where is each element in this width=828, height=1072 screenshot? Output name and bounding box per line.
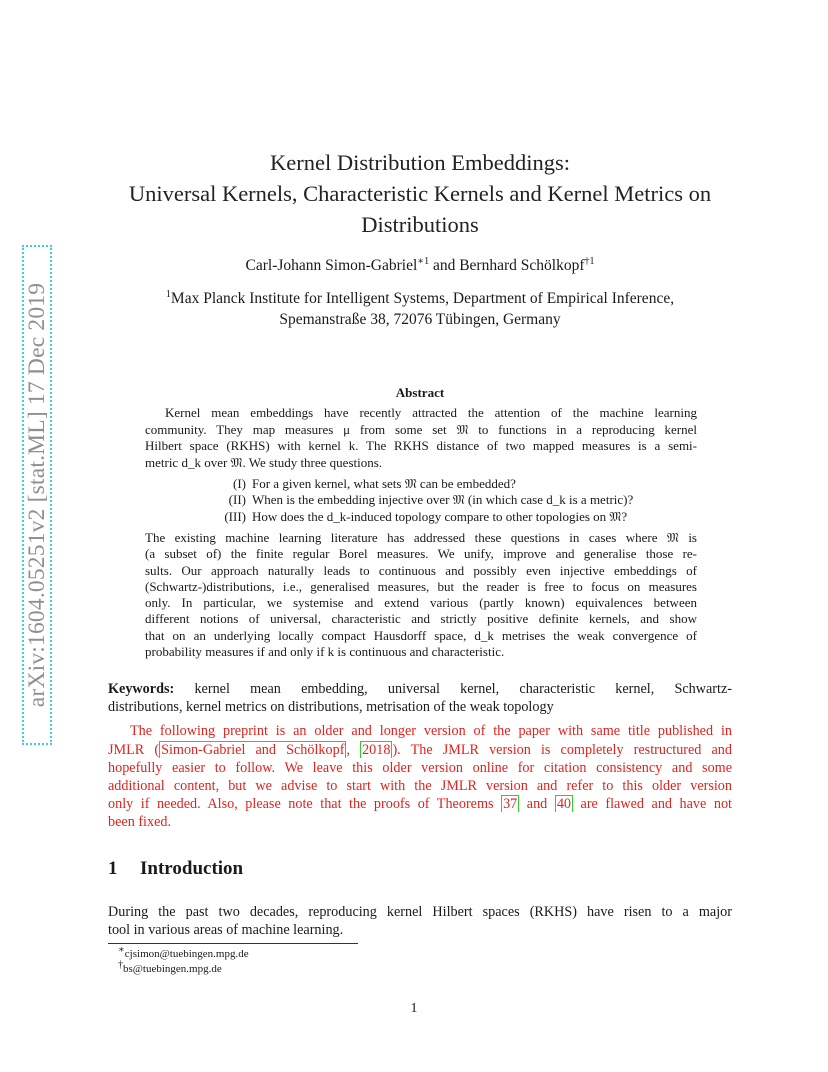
abstract-line: Hilbert space (RKHS) with kernel k. The RKHS distance of two mapped measures is a semi- [145, 438, 697, 453]
abstract-line: The existing machine learning literature has addressed these questions in cases where 𝔐 is [145, 530, 697, 545]
notice-text: JMLR ( [108, 742, 160, 758]
research-question [218, 491, 633, 508]
abstract-line: community. They map measures μ from some set 𝔐 to functions in a reproducing kernel [145, 422, 697, 437]
citation-year-link[interactable]: 2018 [362, 742, 391, 758]
footnote-email[interactable]: bs@tuebingen.mpg.de [123, 963, 222, 975]
author-name: Bernhard Schölkopf [459, 257, 585, 274]
question-text: How does the d_k-induced topology compare to other topologies on 𝔐? [252, 509, 628, 524]
affiliation-line-1 [100, 290, 740, 308]
notice-line: additional content, but we advise to start with the JMLR version and refer to this older version [108, 778, 732, 794]
footnote [118, 944, 249, 960]
author-name: Carl-Johann Simon-Gabriel [245, 257, 418, 274]
title-line-2: Universal Kernels, Characteristic Kernels and Kernel Metrics on [128, 181, 712, 206]
footnote-rule [108, 943, 358, 944]
keywords-text: kernel mean embedding, universal kernel, characteristic kernel, Schwartz- [194, 681, 732, 697]
citation-link[interactable] [159, 741, 346, 758]
question-number: (II) [228, 492, 246, 507]
question-text: For a given kernel, what sets 𝔐 can be embedded? [252, 476, 516, 491]
arxiv-stamp-text: arXiv:1604.05251v2 [stat.ML] 17 Dec 2019 [24, 282, 50, 708]
notice-line: been fixed. [108, 814, 172, 830]
keywords-line-2: distributions, kernel metrics on distributions, metrisation of the weak topology [108, 699, 554, 715]
title-line-1: Kernel Distribution Embeddings: [270, 150, 570, 175]
author-conjunction: and [429, 257, 460, 274]
page-number: 1 [410, 1001, 418, 1016]
abstract-line: only. In particular, we systemise and extend various (partly known) equivalences between [145, 595, 697, 610]
notice-text: only if needed. Also, please note that the proofs of Theorems [108, 796, 502, 812]
theorem-ref-link[interactable]: 37 [503, 796, 518, 812]
notice-line [108, 795, 732, 812]
affiliation-text: Max Planck Institute for Intelligent Systems, Department of Empirical Inference, [170, 290, 675, 307]
abstract-line: probability measures if and only if k is continuous and characteristic. [145, 644, 505, 659]
keywords-label: Keywords: [108, 681, 175, 697]
footnote-email[interactable]: cjsimon@tuebingen.mpg.de [124, 948, 249, 960]
question-number: (I) [233, 476, 246, 491]
footnote [118, 959, 222, 975]
notice-line [108, 741, 732, 758]
author-list [100, 257, 740, 275]
notice-line: hopefully easier to follow. We leave this older version online for citation consistency and some [108, 760, 732, 776]
arxiv-identifier-stamp[interactable] [22, 245, 52, 745]
abstract-line: (Schwartz-)distributions, i.e., generalised measures, but the reader is free to focus on measures [145, 579, 697, 594]
research-question [218, 508, 627, 525]
abstract-heading: Abstract [395, 385, 445, 400]
section-title: Introduction [140, 858, 244, 879]
keywords-line-1 [108, 680, 732, 697]
affiliation-mark: 1 [165, 288, 171, 300]
abstract-line: different notions of universal, characteristic and strictly positive definite kernels, and show [145, 611, 697, 626]
title-line-3: Distributions [361, 212, 479, 237]
theorem-ref-link[interactable]: 40 [556, 796, 571, 812]
notice-text: ). The JMLR version is completely restructured and [392, 742, 732, 758]
notice-text: , [346, 742, 361, 758]
abstract-line: that on an underlying locally compact Hausdorff space, d_k metrises the weak convergence of [145, 628, 697, 643]
notice-line: The following preprint is an older and longer version of the paper with same title published in [130, 723, 732, 739]
research-question [218, 475, 516, 492]
footnote-mark: † [118, 959, 123, 971]
author-footnote-mark[interactable]: ∗1 [417, 255, 430, 267]
question-number: (III) [224, 509, 246, 524]
section-number: 1 [108, 858, 118, 879]
footnote-mark: ∗ [118, 944, 125, 956]
notice-text: and [519, 796, 555, 812]
author-footnote-mark[interactable]: †1 [584, 255, 595, 267]
intro-line: During the past two decades, reproducing kernel Hilbert spaces (RKHS) have risen to a major [108, 904, 732, 920]
intro-line: tool in various areas of machine learning. [108, 922, 344, 938]
affiliation-line-2: Spemanstraße 38, 72076 Tübingen, Germany [279, 311, 561, 328]
abstract-line: Kernel mean embeddings have recently attracted the attention of the machine learning [165, 405, 697, 420]
citation-author: Simon-Gabriel and Schölkopf [161, 742, 345, 758]
abstract-line: (a subset of) the finite regular Borel measures. We unify, improve and generalise those re- [145, 546, 697, 561]
abstract-line: metric d_k over 𝔐. We study three questions. [145, 455, 383, 470]
notice-text: are flawed and have not [573, 796, 732, 812]
section-heading [108, 858, 243, 880]
question-text: When is the embedding injective over 𝔐 (in which case d_k is a metric)? [252, 492, 634, 507]
abstract-line: sults. Our approach naturally leads to continuous and possibly even injective embeddings of [145, 563, 697, 578]
